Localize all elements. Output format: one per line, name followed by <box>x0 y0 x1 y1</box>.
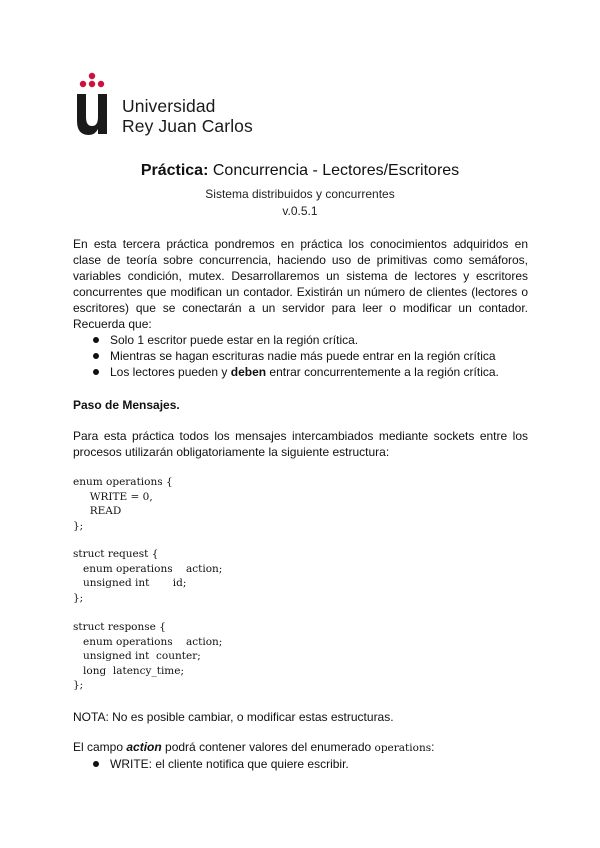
logo-text <box>122 96 253 136</box>
code-block-request: struct request { enum operations action; unsigned int id; }; <box>73 548 223 604</box>
code-block-response: struct response { enum operations action; unsigned int counter; long latency_time; }; <box>73 621 223 691</box>
version-label: v.0.5.1 <box>282 204 318 218</box>
values-list <box>73 756 528 772</box>
enum-name: operations <box>374 742 432 754</box>
intro-paragraph: En esta tercera práctica pondremos en práctica los conocimientos adquiridos en clase de teoría sobre concurrencia, haciendo uso de primitivas como semáforos, variables condición, mutex. Desarrollaremos un sistema de lectores y escritores concurrentes que modifican un contador. Existirán un número de clientes (lectores o escritores) que se conectarán a un servidor para leer o modificar un contador. Recuerda que: <box>73 237 528 331</box>
list-item <box>73 364 528 380</box>
emphasis-text: deben <box>230 365 267 379</box>
list-item: WRITE: el cliente notifica que quiere escribir. <box>73 756 528 772</box>
list-item-text: entrar concurrentemente a la región crítica. <box>266 365 499 379</box>
field-text: podrá contener valores del enumerado <box>161 740 375 754</box>
page-subtitle: Sistema distribuidos y concurrentes <box>205 187 395 201</box>
note-text: NOTA: No es posible cambiar, o modificar estas estructuras. <box>73 710 394 724</box>
code-block-enum: enum operations { WRITE = 0, READ }; <box>73 476 173 532</box>
field-description <box>73 740 434 754</box>
field-text: El campo <box>73 740 127 754</box>
urjc-logo-icon <box>74 72 110 136</box>
logo-line-1: Universidad <box>122 96 216 116</box>
rules-list <box>73 332 528 380</box>
page-title <box>0 162 600 180</box>
title-text: Concurrencia - Lectores/Escritores <box>212 162 460 179</box>
field-name: action <box>126 740 162 754</box>
field-text: : <box>431 740 435 754</box>
list-item: Mientras se hagan escrituras nadie más puede entrar en la región crítica <box>73 348 528 364</box>
title-label: Práctica: <box>140 162 209 179</box>
section-heading: Paso de Mensajes. <box>73 398 180 412</box>
university-logo <box>74 72 264 142</box>
list-item: Solo 1 escritor puede estar en la región crítica. <box>73 332 528 348</box>
list-item-text: Los lectores pueden y <box>110 365 231 379</box>
logo-line-2: Rey Juan Carlos <box>122 116 253 136</box>
section-paragraph: Para esta práctica todos los mensajes intercambiados mediante sockets entre los procesos utilizarán obligatoriamente la siguiente estructura: <box>73 429 528 459</box>
